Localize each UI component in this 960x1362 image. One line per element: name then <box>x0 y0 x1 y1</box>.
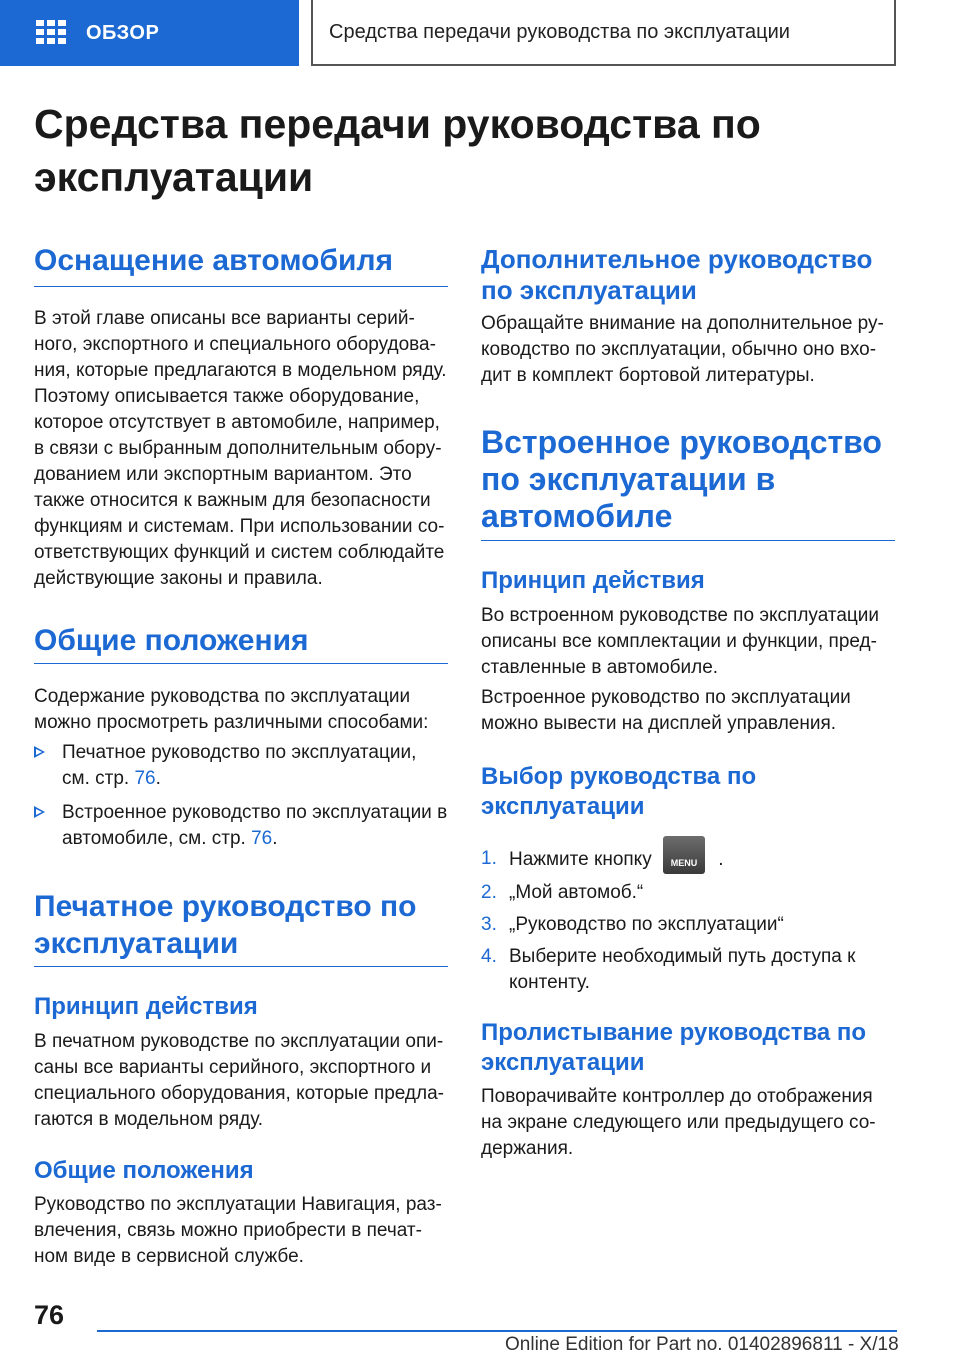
page-link[interactable]: 76 <box>251 828 273 849</box>
step-number: 3. <box>481 914 497 935</box>
step-suffix: . <box>718 849 724 871</box>
paragraph-additional: Обращайте внимание на дополнительное руководство по эксплуатации, обычно оно входит в комплект бортовой литературы. <box>481 313 884 386</box>
section-rule <box>481 540 895 541</box>
section-rule <box>34 663 448 664</box>
step-text: „Мой автомоб.“ <box>509 882 644 903</box>
page-link[interactable]: 76 <box>134 768 156 789</box>
subsection-title-general: Общие положения <box>34 1157 254 1184</box>
chapter-title: Средства передачи руководства по эксплуатации <box>329 20 790 43</box>
section-title-general: Общие положения <box>34 624 309 657</box>
paragraph-integrated-display: Встроенное руководство по эксплуатации можно вывести на дисплей управления. <box>481 687 851 734</box>
step-number: 4. <box>481 946 497 967</box>
paragraph-general: Содержание руководства по эксплуатации можно просмотреть различными способами: <box>34 686 429 733</box>
paragraph-scrolling: Поворачивайте контроллер до отображения на экране следующего или предыдущего содержания. <box>481 1086 876 1159</box>
section-rule <box>34 286 448 287</box>
step-text: „Руководство по эксплуатации“ <box>509 914 784 935</box>
chapter-title-box <box>311 0 896 66</box>
section-rule <box>34 966 448 967</box>
grid-icon <box>36 20 66 46</box>
menu-button-icon <box>663 836 705 874</box>
triangle-right-icon <box>34 806 45 818</box>
section-title-printed: Печатное руководство по эксплуатации <box>34 890 417 960</box>
subsection-title-principle: Принцип действия <box>481 567 705 594</box>
paragraph-printed-principle: В печатном руководстве по эксплуатации описаны все варианты серийного, экспортного и специального оборудования, которые предлагаются в модельном ряду. <box>34 1031 444 1130</box>
list-item-text: Печатное руководство по эксплуатации, см. стр. <box>62 742 417 789</box>
edition-note: Online Edition for Part no. 01402896811 - X/18 <box>505 1334 899 1355</box>
step-number: 1. <box>481 848 497 869</box>
subsection-title-principle: Принцип действия <box>34 993 258 1020</box>
step-item <box>481 912 895 938</box>
section-title-additional: Дополнительное руководство по эксплуатации <box>481 244 873 305</box>
page-header <box>0 0 960 66</box>
page-title: Средства передачи руководства по эксплуатации <box>34 101 761 200</box>
subsection-title-selection: Выбор руководства по эксплуатации <box>481 763 757 820</box>
paragraph-equipment: В этой главе описаны все варианты серийного, экспортного и специального оборудования, которые предлагаются в модельном ряду. Поэтому описывается также оборудование, которое отсутствует в автомобиле, например, в связи с выбранным дополнительным оборудованием или экспортным вариантом. Это также относится к важным для безопасности функциям и системам. При использовании соответствующих функций и систем соблюдайте действующие законы и правила. <box>34 308 447 589</box>
step-item <box>481 880 895 906</box>
paragraph-printed-general: Руководство по эксплуатации Навигация, развлечения, связь можно приобрести в печатном виде в сервисной службе. <box>34 1194 442 1267</box>
step-item <box>481 846 895 874</box>
list-item-text: Встроенное руководство по эксплуатации в автомобиле, см. стр. <box>62 802 448 849</box>
step-text: Нажмите кнопку <box>509 849 652 871</box>
list-item: Встроенное руководство по эксплуатации в автомобиле, см. стр. 76. <box>34 800 448 852</box>
footer-rule <box>97 1330 897 1332</box>
section-title-integrated: Встроенное руководство по эксплуатации в автомобиле <box>481 424 882 534</box>
menu-button-label: MENU <box>670 858 698 868</box>
step-number: 2. <box>481 882 497 903</box>
subsection-title-scrolling: Пролистывание руководства по эксплуатации <box>481 1019 867 1076</box>
page-number: 76 <box>34 1300 65 1330</box>
triangle-right-icon <box>34 746 45 758</box>
list-item: Печатное руководство по эксплуатации, см. стр. 76. <box>34 740 448 792</box>
section-title-equipment: Оснащение автомобиля <box>34 244 394 277</box>
step-text: Выберите необходимый путь доступа к контенту. <box>509 946 856 993</box>
overview-tab-label: ОБЗОР <box>86 21 160 44</box>
paragraph-integrated-principle: Во встроенном руководстве по эксплуатации описаны все комплектации и функции, представленные в автомобиле. <box>481 605 880 678</box>
step-item <box>481 944 895 996</box>
overview-tab[interactable] <box>0 0 299 66</box>
